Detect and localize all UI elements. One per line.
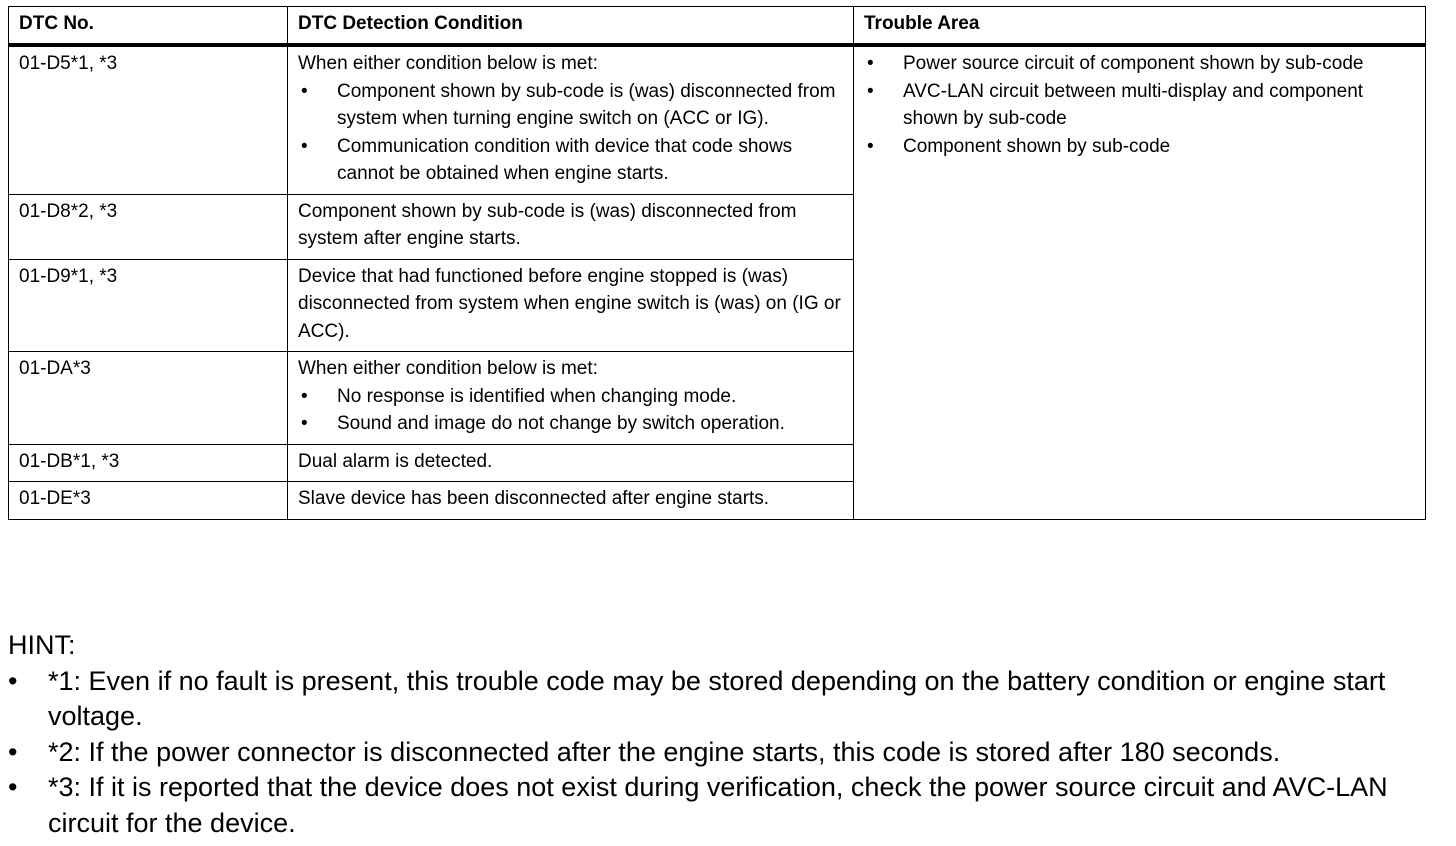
hint-item-text: *2: If the power connector is disconnected after the engine starts, this code is stored after 180 seconds. — [48, 736, 1281, 767]
condition-item — [298, 410, 843, 438]
bullet-icon: • — [867, 80, 874, 102]
header-detection-condition: DTC Detection Condition — [288, 7, 854, 46]
trouble-area-item-text: Power source circuit of component shown by sub-code — [903, 53, 1364, 74]
detection-condition: Dual alarm is detected. — [288, 444, 854, 482]
hint-item — [8, 664, 1448, 735]
bullet-icon: • — [301, 385, 308, 407]
condition-list — [298, 78, 843, 188]
trouble-area-item — [864, 50, 1415, 78]
trouble-area — [854, 45, 1426, 519]
trouble-area-item-text: Component shown by sub-code — [903, 135, 1171, 157]
bullet-icon: • — [8, 665, 18, 696]
dtc-code: 01-DE*3 — [9, 482, 288, 520]
detection-condition — [288, 352, 854, 445]
detection-condition — [288, 45, 854, 194]
table-header-row — [9, 7, 1426, 46]
bullet-icon: • — [301, 135, 308, 157]
hint-item — [8, 770, 1448, 841]
condition-intro: When either condition below is met: — [298, 53, 598, 74]
bullet-icon: • — [301, 80, 308, 102]
table-row — [9, 45, 1426, 194]
condition-intro: When either condition below is met: — [298, 358, 598, 379]
condition-item-text: Component shown by sub-code is (was) disconnected from system when turning engine switch on (ACC or IG). — [337, 80, 836, 129]
header-trouble-area: Trouble Area — [854, 7, 1426, 46]
hint-title: HINT: — [8, 630, 76, 660]
condition-item-text: No response is identified when changing mode. — [337, 385, 737, 407]
condition-item — [298, 383, 843, 411]
dtc-code: 01-DB*1, *3 — [9, 444, 288, 482]
detection-condition: Component shown by sub-code is (was) disconnected from system after engine starts. — [288, 194, 854, 259]
bullet-icon: • — [8, 772, 18, 802]
detection-condition: Device that had functioned before engine stopped is (was) disconnected from system when engine switch is (was) on (IG or ACC). — [288, 259, 854, 352]
bullet-icon: • — [8, 736, 18, 767]
trouble-area-list — [864, 50, 1415, 160]
dtc-code: 01-D9*1, *3 — [9, 259, 288, 352]
bullet-icon: • — [867, 53, 874, 74]
header-dtc-no: DTC No. — [9, 7, 288, 46]
trouble-area-item — [864, 133, 1415, 161]
trouble-area-item-text: AVC-LAN circuit between multi-display and component shown by sub-code — [903, 80, 1364, 129]
hint-section — [8, 628, 1448, 841]
hint-item — [8, 735, 1448, 771]
condition-item-text: Communication condition with device that code shows cannot be obtained when engine starts. — [337, 135, 793, 184]
detection-condition: Slave device has been disconnected after engine starts. — [288, 482, 854, 520]
hint-list — [8, 664, 1448, 842]
trouble-area-item — [864, 78, 1415, 133]
condition-item — [298, 78, 843, 133]
dtc-code: 01-DA*3 — [9, 352, 288, 445]
bullet-icon: • — [867, 135, 874, 157]
condition-item-text: Sound and image do not change by switch operation. — [337, 413, 785, 434]
dtc-code: 01-D5*1, *3 — [9, 45, 288, 194]
condition-item — [298, 133, 843, 188]
dtc-table — [8, 6, 1426, 520]
condition-list — [298, 383, 843, 438]
dtc-code: 01-D8*2, *3 — [9, 194, 288, 259]
bullet-icon: • — [301, 413, 308, 434]
hint-item-text: *3: If it is reported that the device does not exist during verification, check the power source circuit and AVC-LAN circuit for the device. — [48, 772, 1388, 838]
hint-item-text: *1: Even if no fault is present, this trouble code may be stored depending on the battery condition or engine start voltage. — [48, 665, 1386, 731]
